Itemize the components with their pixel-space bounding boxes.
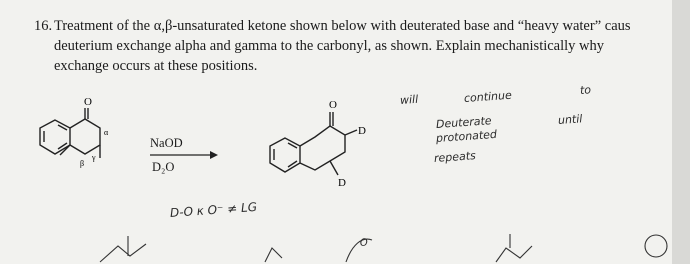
hand-will: will bbox=[399, 92, 419, 107]
page-edge-shadow bbox=[672, 0, 690, 264]
sketch-circle bbox=[645, 235, 667, 257]
hand-to: to bbox=[579, 83, 592, 97]
hand-pka-note: D-O κ O⁻ ≠ LG bbox=[169, 199, 258, 220]
hand-ring-label: O bbox=[359, 237, 369, 249]
alpha-label: α bbox=[104, 128, 109, 137]
hand-protonated: protonated bbox=[435, 127, 498, 145]
question-line-3: exchange occurs at these positions. bbox=[54, 58, 258, 74]
beta-label: β bbox=[80, 159, 85, 168]
reagent-top: NaOD bbox=[150, 136, 183, 150]
handwritten-sketches bbox=[100, 234, 667, 262]
question-line-1: Treatment of the α,β-unsaturated ketone shown below with deuterated base and “heavy water” caus bbox=[54, 18, 631, 34]
pr-deuterium-gamma: D bbox=[338, 177, 346, 189]
sketch-chain-3 bbox=[496, 246, 532, 262]
reaction-arrow-head bbox=[210, 151, 218, 159]
hand-deuterate: Deuterate bbox=[435, 114, 492, 131]
pr-deuterium-alpha: D bbox=[358, 125, 366, 137]
sm-enone-ring bbox=[70, 119, 100, 154]
pr-enone-ring bbox=[300, 126, 345, 170]
pr-alpha-D-bond bbox=[345, 130, 357, 135]
hand-continue: continue bbox=[463, 88, 513, 105]
pr-gamma-D-bond bbox=[330, 161, 338, 175]
product bbox=[270, 112, 357, 175]
pr-oxygen-label: O bbox=[329, 99, 337, 111]
question-number: 16. bbox=[34, 18, 53, 34]
sketch-chain-2 bbox=[265, 248, 282, 262]
starting-material bbox=[40, 108, 100, 158]
sm-oxygen-label: O bbox=[84, 96, 92, 108]
reagent-bottom: D₂O bbox=[152, 160, 175, 174]
gamma-label: γ bbox=[92, 153, 96, 162]
hand-repeats: repeats bbox=[433, 149, 477, 165]
sketch-chain-1 bbox=[100, 244, 146, 262]
question-line-2: deuterium exchange alpha and gamma to the carbonyl, as shown. Explain mechanistically why bbox=[54, 38, 605, 54]
hand-until: until bbox=[557, 112, 583, 127]
